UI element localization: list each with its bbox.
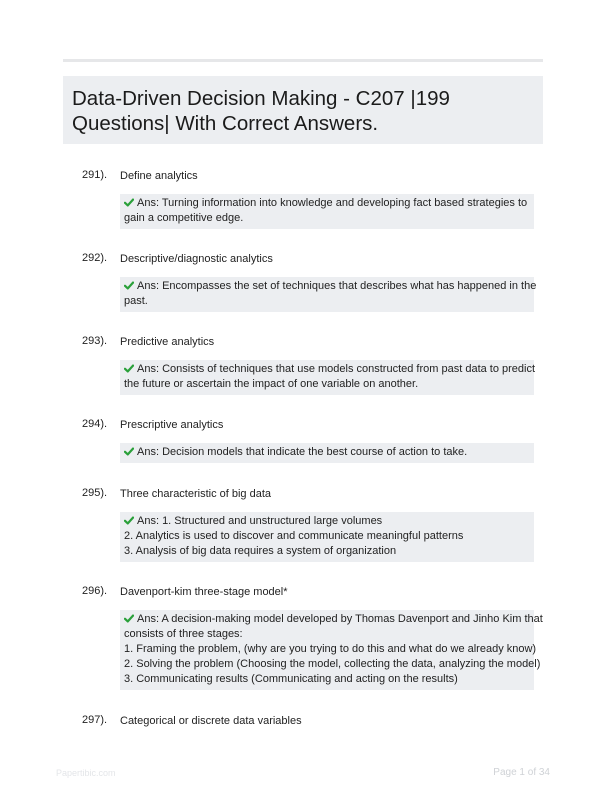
question-number: 294). [82,418,108,430]
answer-line: the future or ascertain the impact of one variable on another. [124,378,419,390]
answer-line: Ans: A decision-making model developed by Thomas Davenport and Jinho Kim that [124,612,530,627]
question-prompt: Davenport-kim three-stage model* [120,586,288,598]
question-prompt: Three characteristic of big data [120,488,272,500]
title-banner [63,76,543,144]
answer-line: Ans: Consists of techniques that use models constructed from past data to predict [124,362,530,377]
checkmark-icon [124,364,134,373]
page-indicator: Page 1 of 34 [493,767,550,778]
checkmark-icon [124,516,134,525]
answer-line: Ans: Encompasses the set of techniques that describes what has happened in the [124,279,530,294]
answer-line: consists of three stages: [124,628,243,640]
checkmark-icon [124,198,134,207]
question-prompt: Define analytics [120,170,198,182]
answer-line: 2. Analytics is used to discover and communicate meaningful patterns [124,530,464,542]
question-number: 297). [82,714,108,726]
top-divider [63,59,543,62]
answer-box [120,443,534,463]
answer-box [120,194,534,229]
checkmark-icon [124,614,134,623]
answer-line: past. [124,295,148,307]
question-number: 291). [82,169,108,181]
answer-line: Ans: Decision models that indicate the best course of action to take. [124,445,530,460]
answer-box [120,360,534,395]
question-prompt: Categorical or discrete data variables [120,715,302,727]
checkmark-icon [124,281,134,290]
document-title: Data-Driven Decision Making - C207 |199 Questions| With Correct Answers. [72,87,450,135]
question-prompt: Predictive analytics [120,336,215,348]
question-number: 293). [82,335,108,347]
answer-box [120,277,537,312]
answer-line: 2. Solving the problem (Choosing the model, collecting the data, analyzing the model) [124,658,541,670]
question-prompt: Descriptive/diagnostic analytics [120,253,273,265]
watermark: Papertibic.com [56,768,116,778]
answer-line: gain a competitive edge. [124,212,244,224]
checkmark-icon [124,447,134,456]
question-number: 296). [82,585,108,597]
answer-box [120,512,534,562]
answer-box [120,610,543,690]
answer-line: 3. Communicating results (Communicating and acting on the results) [124,673,458,685]
answer-line: Ans: Turning information into knowledge and developing fact based strategies to [124,196,530,211]
answer-line: 1. Framing the problem, (why are you trying to do this and what do we already know) [124,643,537,655]
question-number: 295). [82,487,108,499]
question-number: 292). [82,252,108,264]
question-prompt: Prescriptive analytics [120,419,224,431]
answer-line: Ans: 1. Structured and unstructured large volumes [124,514,530,529]
answer-line: 3. Analysis of big data requires a system of organization [124,545,397,557]
